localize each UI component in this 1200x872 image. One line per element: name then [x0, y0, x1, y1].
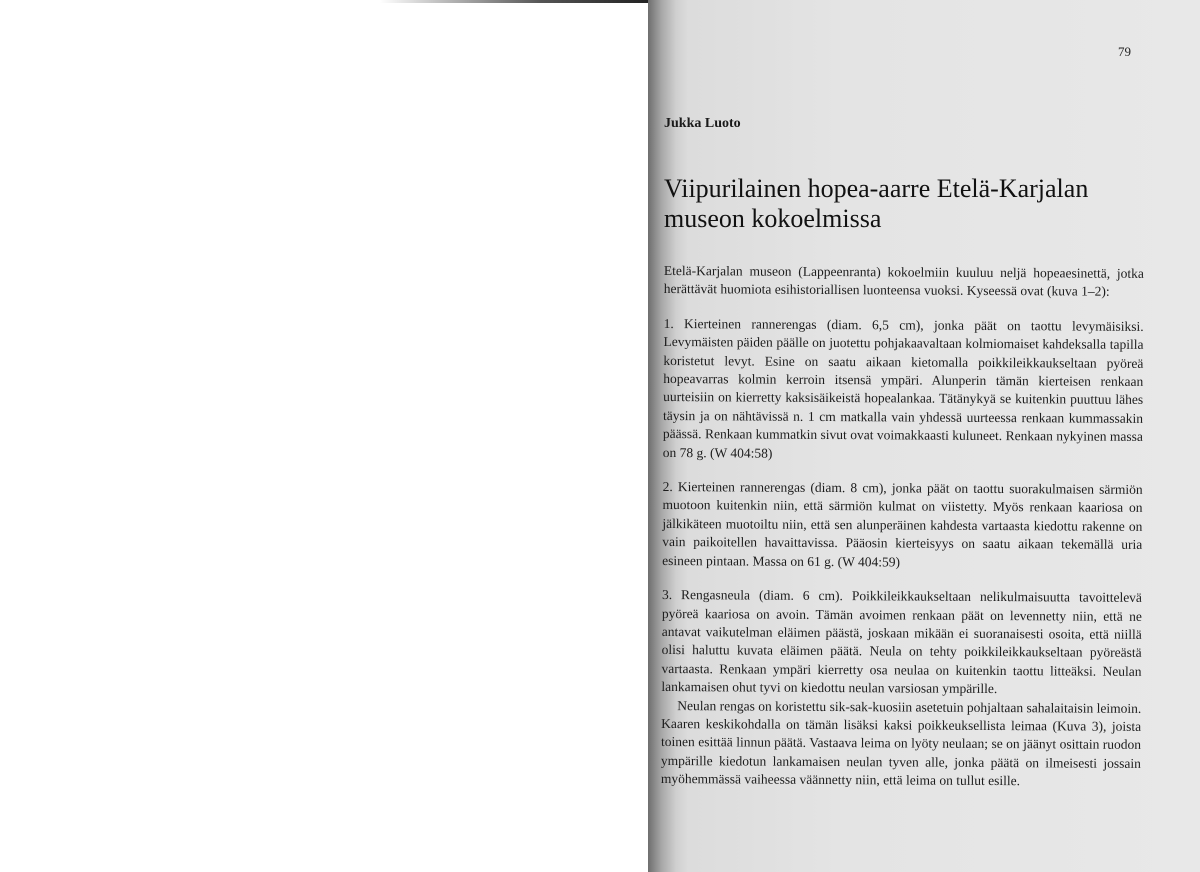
article-body	[661, 262, 1144, 791]
article-title: Viipurilainen hopea-aarre Etelä-Karjalan museon kokoelmissa	[664, 174, 1089, 233]
page-number: 79	[1118, 44, 1131, 59]
item-2-paragraph: 2. Kierteinen rannerengas (diam. 8 cm), jonka päät on taottu suorakulmaisen särmiön muotoon kuitenkin niin, että särmiön kulmat on viistetty. Myös renkaan kaariosa on jälkikäteen muotoiltu niin, että sen alunperäinen kahdesta vartaasta kiedottu rakenne on vain paikoitellen havaittavissa. Pääosin kierteisyys on saatu aikaan tekemällä uria esineen pintaan. Massa on 61 g. (W 404:59)	[662, 479, 1143, 570]
page-top-edge	[380, 0, 648, 3]
item-1-paragraph: 1. Kierteinen rannerengas (diam. 6,5 cm), jonka päät on taottu levymäisiksi. Levymäisten päiden päälle on juotettu pohjakaavaltaan kolmiomaiset kahdeksalla tapilla koristetut levyt. Esine on saatu aikaan kietomalla poikkileikkaukseltaan pyöreä hopeavarras kolmin kerroin itsensä ympäri. Alunperin tämän kierteisen renkaan uurteisiin on kierretty kaksisäikeistä hopealankaa. Tätänykyä se kuitenkin puuttuu lähes täysin ja on nähtävissä n. 1 cm matkalla vain yhdessä uurteessa renkaan kummassakin päässä. Renkaan kummatkin sivut ovat voimakkaasti kuluneet. Renkaan nykyinen massa on 78 g. (W 404:58)	[662, 315, 1144, 461]
item-3-continuation-paragraph: Neulan rengas on koristettu sik-sak-kuosiin asetetuin pohjaltaan sahalaitaisin leimoin. Kaaren keskikohdalla on tämän lisäksi kaksi poikkeuksellista leimaa (Kuva 3), joista toinen esittää linnun päätä. Vastaava leima on lyöty neulaan; se on jäänyt osittain ruodon ympärille kiedotun lankamaisen neulan tyven alle, jonka päätä on ilmeisesti jossain myöhemmässä vaiheessa väännetty niin, että leima on tullut esille.	[660, 697, 1142, 789]
author-name: Jukka Luoto	[664, 116, 741, 131]
item-3-paragraph: 3. Rengasneula (diam. 6 cm). Poikkileikkaukseltaan nelikulmaisuutta tavoittelevä pyöreä kaariosa on avoin. Tämän avoimen renkaan päät on levennetty niin, että ne antavat vaikutelman eläimen päästä, joskaan mikään ei suoranaisesti osoita, että niillä olisi haluttu kuvata eläimen päätä. Neula on tehty poikkileikkaukseltaan pyöreästä vartaasta. Renkaan ympäri kierretty osa neulaa on kuitenkin taottu litteäksi. Neulan lankamaisen ohut tyvi on kiedottu neulan varsiosan ympärille.	[661, 587, 1143, 697]
intro-paragraph: Etelä-Karjalan museon (Lappeenranta) kokoelmiin kuuluu neljä hopeaesinettä, jotka herättävät huomiota esihistoriallisen luonteensa vuoksi. Kyseessä ovat (kuva 1–2):	[663, 262, 1144, 300]
